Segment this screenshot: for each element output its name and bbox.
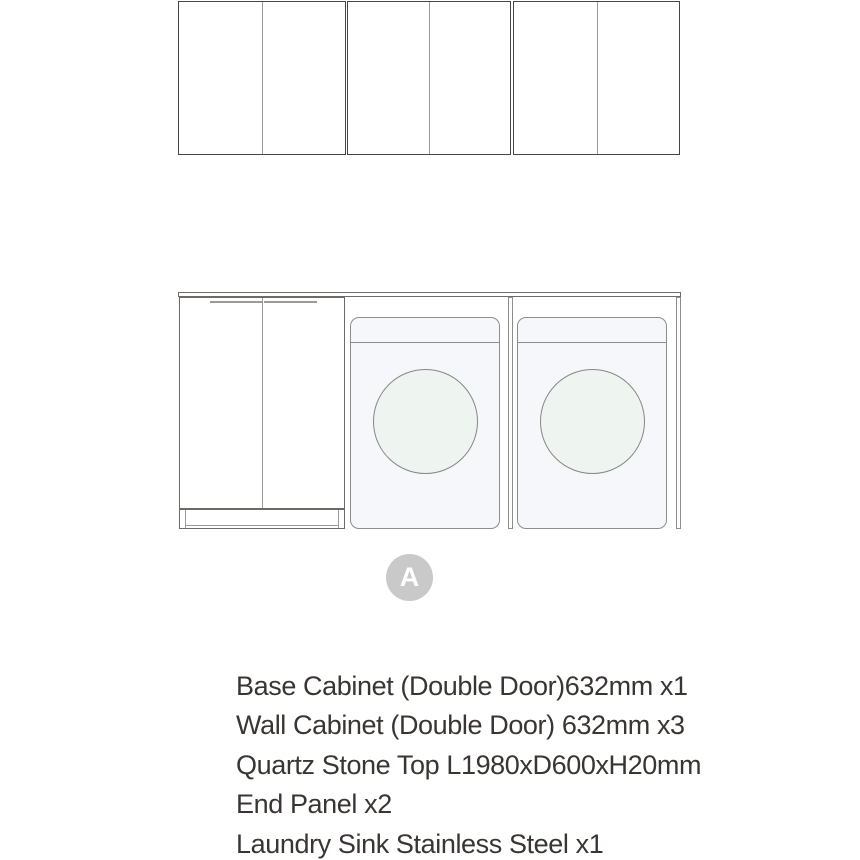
wall-cabinet-3 bbox=[513, 1, 680, 155]
base-cabinet-kickboard bbox=[179, 509, 345, 529]
kickboard-bottom-line bbox=[186, 525, 338, 526]
washer-1-door bbox=[373, 369, 478, 474]
base-cabinet-door-divider bbox=[262, 298, 263, 508]
parts-list-line-quartz-stone-top: Quartz Stone Top L1980xD600xH20mm bbox=[236, 749, 702, 780]
wall-cabinet-1-door-divider bbox=[262, 2, 263, 154]
parts-list-line-wall-cabinet: Wall Cabinet (Double Door) 632mm x3 bbox=[236, 710, 685, 741]
base-cabinet-left-door-handle bbox=[210, 301, 262, 303]
wall-cabinet-2 bbox=[347, 1, 511, 155]
base-cabinet-right-door-handle bbox=[264, 301, 317, 303]
parts-list-line-laundry-sink: Laundry Sink Stainless Steel x1 bbox=[236, 828, 604, 859]
washer-2-door bbox=[540, 369, 645, 474]
wall-cabinet-2-door-divider bbox=[429, 2, 430, 154]
parts-list-line-end-panel: End Panel x2 bbox=[236, 789, 392, 820]
end-panel-1 bbox=[508, 297, 513, 529]
wall-cabinet-1 bbox=[178, 1, 346, 155]
variant-badge-a bbox=[386, 554, 433, 601]
washer-2-control-panel-divider bbox=[518, 342, 666, 343]
kickboard-right-leg-line bbox=[338, 510, 339, 528]
parts-list bbox=[236, 667, 701, 860]
parts-list-line-base-cabinet: Base Cabinet (Double Door)632mm x1 bbox=[236, 671, 688, 701]
base-cabinet bbox=[179, 297, 345, 509]
wall-cabinet-3-door-divider bbox=[597, 2, 598, 154]
washing-machine-2 bbox=[517, 317, 667, 529]
end-panel-2 bbox=[676, 297, 681, 529]
washer-1-control-panel-divider bbox=[351, 342, 499, 343]
washing-machine-1 bbox=[350, 317, 500, 529]
variant-badge-label: A bbox=[399, 562, 420, 592]
